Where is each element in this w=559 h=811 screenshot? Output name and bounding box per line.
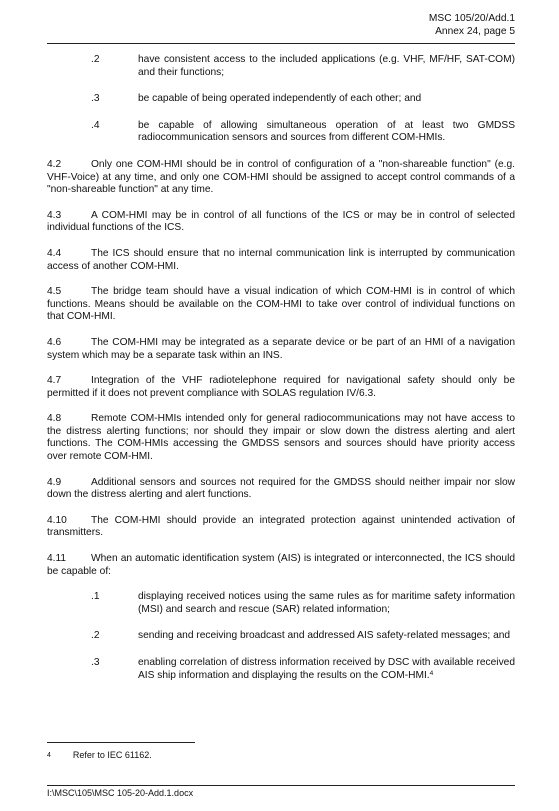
footnote	[47, 750, 152, 761]
list-item-text: be capable of allowing simultaneous operation of at least two GMDSS radiocommunication sensors and sources from different COM-HMIs.	[138, 119, 515, 144]
paragraph-4-2	[47, 159, 515, 197]
paragraph-4-8	[47, 413, 515, 463]
list-item-text: displaying received notices using the same rules as for maritime safety information (MSI) and search and rescue (SAR) related information;	[138, 591, 515, 615]
paragraph-number: 4.4	[47, 247, 62, 259]
document-symbol: MSC 105/20/Add.1	[428, 13, 515, 24]
paragraph-text: The bridge team should have a visual indication of which COM-HMI is in control of which functions. Means should be available on the COM-HMI to take over control of individual functions on that COM-HMI.	[47, 286, 515, 323]
footnote-reference[interactable]: 4	[429, 669, 434, 677]
list-item-number: .3	[91, 93, 100, 105]
paragraph-4-6	[47, 337, 515, 362]
page-header	[429, 13, 515, 38]
paragraph-4-3	[47, 210, 515, 235]
list-item-number: .3	[91, 657, 100, 668]
paragraph-text: The ICS should ensure that no internal communication link is interrupted by communication access of another COM-HMI.	[47, 247, 515, 272]
paragraph-number: 4.3	[47, 209, 62, 221]
paragraph-number: 4.7	[47, 375, 62, 387]
list-item-text: be capable of being operated independently of each other; and	[138, 93, 422, 105]
list-item-text: sending and receiving broadcast and addressed AIS safety-related messages; and	[138, 630, 511, 642]
list-item-number: .4	[91, 119, 100, 131]
paragraph-number: 4.8	[47, 413, 62, 425]
paragraph-number: 4.11	[47, 553, 67, 565]
list-item-number: .2	[91, 54, 100, 65]
footnote-mark: 4	[47, 752, 51, 759]
list-item	[47, 630, 515, 643]
list-item	[47, 657, 515, 682]
paragraph-text: A COM-HMI may be in control of all functions of the ICS or may be in control of selected individual functions of the ICS.	[47, 209, 515, 234]
paragraph-text: Remote COM-HMIs intended only for general radiocommunications may not have access to the distress alerting functions; nor should they impair or slow down the distress alerting and alert functions. The COM-HMIs accessing the GMDSS sensors and sources should have priority access over remote COM-HMI.	[47, 413, 515, 463]
list-item	[47, 93, 515, 106]
list-item-number: .1	[91, 591, 100, 603]
list-item	[47, 120, 515, 145]
paragraph-4-7	[47, 375, 515, 400]
paragraph-4-5	[47, 286, 515, 324]
footnote-separator	[47, 742, 195, 743]
body-text	[47, 54, 515, 696]
paragraph-number: 4.5	[47, 286, 62, 298]
annex-page-label: Annex 24, page 5	[435, 25, 515, 37]
paragraph-4-10	[47, 515, 515, 540]
list-item	[47, 591, 515, 616]
footer-rule	[47, 785, 515, 786]
list-item-text: enabling correlation of distress information received by DSC with available received AIS ship information and displaying the results on the COM-HMI.	[138, 657, 515, 681]
paragraph-4-9	[47, 477, 515, 502]
paragraph-number: 4.10	[47, 514, 67, 526]
list-item-number: .2	[91, 630, 100, 642]
file-path-footer: I:\MSC\105\MSC 105-20-Add.1.docx	[47, 788, 194, 798]
paragraph-number: 4.2	[47, 158, 62, 170]
paragraph-4-4	[47, 248, 515, 273]
list-item-text: have consistent access to the included applications (e.g. VHF, MF/HF, SAT-COM) and their functions;	[138, 54, 515, 78]
paragraph-text: Only one COM-HMI should be in control of configuration of a "non-shareable function" (e.g. VHF-Voice) at any time, and only one COM-HMI should be assigned to accept control commands of a "non-shareable function" at any time.	[47, 158, 515, 196]
paragraph-number: 4.9	[47, 476, 62, 488]
paragraph-text: The COM-HMI may be integrated as a separate device or be part of an HMI of a navigation system which may be a separate task within an INS.	[47, 336, 515, 361]
footnote-text: Refer to IEC 61162.	[72, 750, 152, 760]
paragraph-text: Integration of the VHF radiotelephone required for navigational safety should only be permitted if it does not prevent compliance with SOLAS regulation IV/6.3.	[47, 375, 515, 399]
paragraph-text: Additional sensors and sources not required for the GMDSS should neither impair nor slow down the distress alerting and alert functions.	[47, 476, 515, 501]
list-item	[47, 54, 515, 79]
paragraph-text: When an automatic identification system (AIS) is integrated or interconnected, the ICS should be capable of:	[47, 553, 515, 577]
header-rule	[47, 43, 515, 44]
paragraph-4-11	[47, 553, 515, 578]
paragraph-number: 4.6	[47, 336, 62, 348]
paragraph-text: The COM-HMI should provide an integrated protection against unintended activation of transmitters.	[47, 514, 515, 539]
